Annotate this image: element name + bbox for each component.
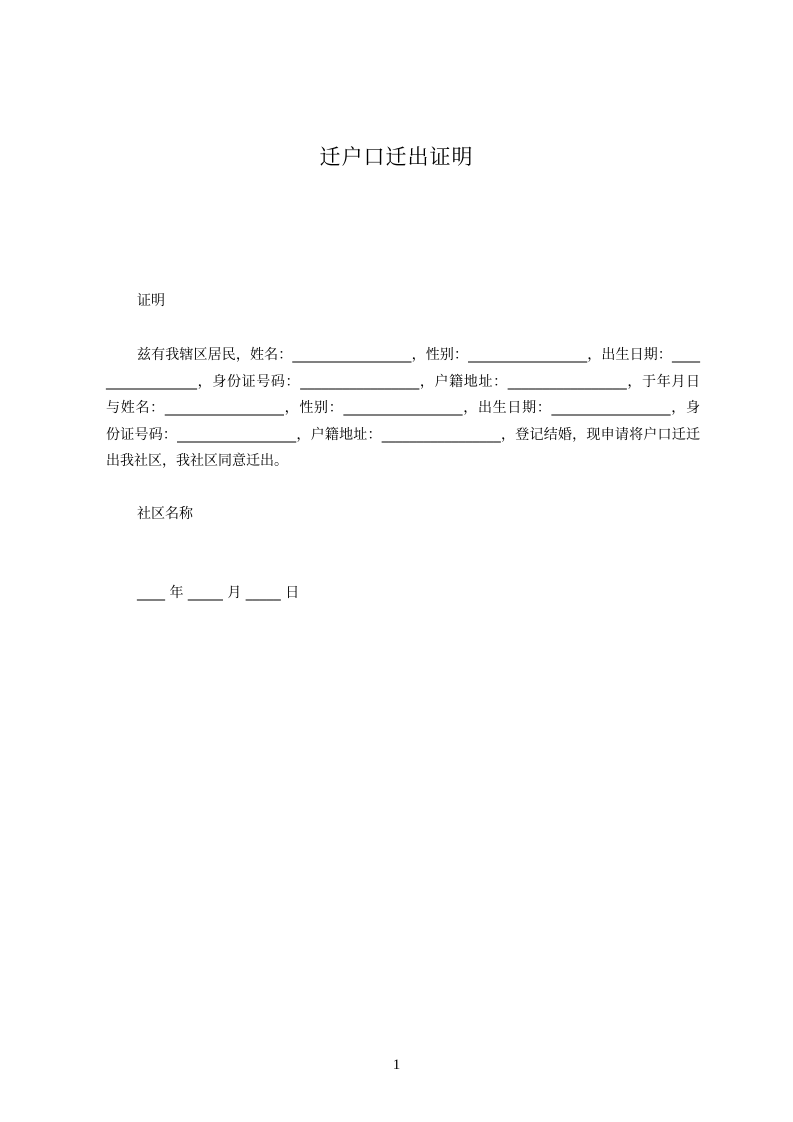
certificate-body-paragraph: 兹有我辖区居民，姓名：_________________，性别：_________________，出生日期：_________________，身份证号码：_________________，户籍地址：_________________，于年月日与姓名：_________________，性别：_________________，出生日期：_________________，身份证号码：_________________，户籍地址：_________________，登记结婚，现申请将户口迁迁出我社区，我社区同意迁出。: [106, 347, 700, 469]
document-title: 迁户口迁出证明: [319, 145, 474, 169]
date-line: ____ 年 _____ 月 _____ 日: [137, 585, 300, 601]
community-name-label: 社区名称: [137, 506, 193, 522]
page-number: 1: [392, 1057, 401, 1073]
section-heading: 证明: [137, 293, 165, 309]
